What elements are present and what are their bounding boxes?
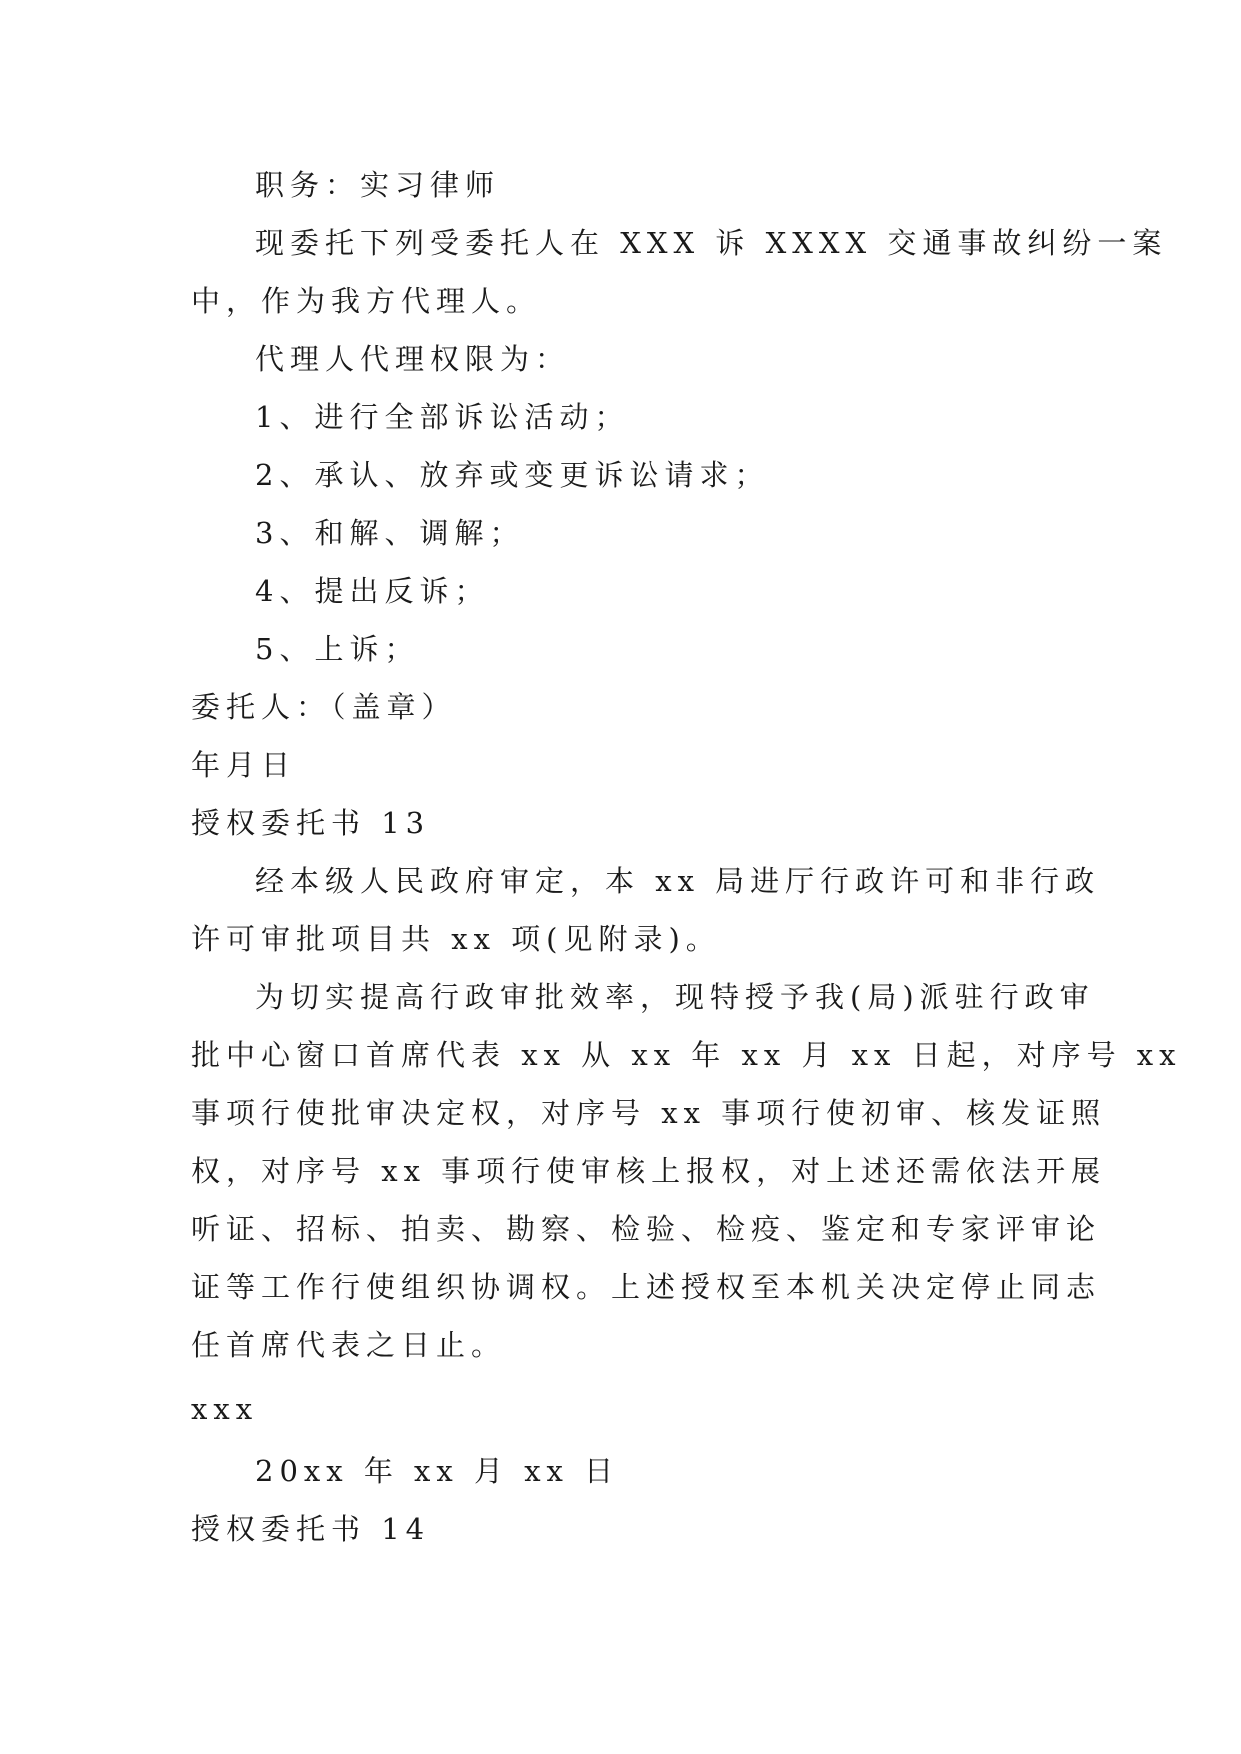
- authority-item-4: 4、提出反诉；: [255, 574, 490, 608]
- grant-paragraph-line-3: 事项行使批审决定权，对序号 xx 事项行使初审、核发证照: [191, 1096, 1107, 1130]
- signing-date-line: 20xx 年 xx 月 xx 日: [255, 1454, 620, 1488]
- signatory-line: xxx: [191, 1392, 259, 1426]
- grant-paragraph-line-5: 听证、招标、拍卖、勘察、检验、检疫、鉴定和专家评审论: [191, 1212, 1102, 1246]
- section-title-14: 授权委托书 14: [191, 1512, 431, 1546]
- grant-paragraph-line-1: 为切实提高行政审批效率，现特授予我(局)派驻行政审: [255, 980, 1095, 1014]
- grant-paragraph-line-6: 证等工作行使组织协调权。上述授权至本机关决定停止同志: [191, 1270, 1102, 1304]
- grant-paragraph-line-2: 批中心窗口首席代表 xx 从 xx 年 xx 月 xx 日起，对序号 xx: [191, 1038, 1182, 1072]
- grant-paragraph-line-4: 权，对序号 xx 事项行使审核上报权，对上述还需依法开展: [191, 1154, 1107, 1188]
- date-placeholder-line: 年月日: [191, 748, 297, 782]
- authority-heading: 代理人代理权限为：: [255, 342, 571, 376]
- entrust-paragraph-line-1: 现委托下列受委托人在 XXX 诉 XXXX 交通事故纠纷一案: [255, 226, 1168, 260]
- grant-paragraph-line-7: 任首席代表之日止。: [191, 1328, 507, 1362]
- authority-item-1: 1、进行全部诉讼活动；: [255, 400, 630, 434]
- section-title-13: 授权委托书 13: [191, 806, 431, 840]
- approval-paragraph-line-2: 许可审批项目共 xx 项(见附录)。: [191, 922, 721, 956]
- position-line: 职务：实习律师: [255, 168, 501, 202]
- approval-paragraph-line-1: 经本级人民政府审定，本 xx 局进厅行政许可和非行政: [255, 864, 1101, 898]
- principal-seal-line: 委托人：（盖章）: [191, 690, 457, 724]
- authority-item-5: 5、上诉；: [255, 632, 420, 666]
- authority-item-3: 3、和解、调解；: [255, 516, 525, 550]
- entrust-paragraph-line-2: 中，作为我方代理人。: [191, 284, 542, 318]
- authority-item-2: 2、承认、放弃或变更诉讼请求；: [255, 458, 770, 492]
